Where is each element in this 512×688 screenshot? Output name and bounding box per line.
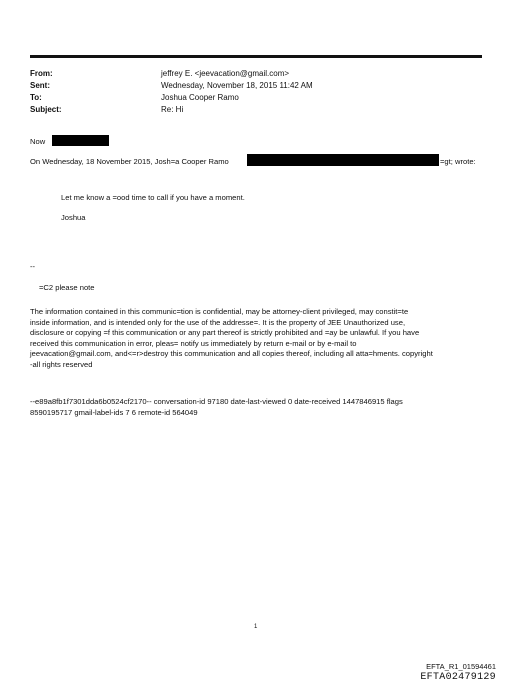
- disclaimer-line: received this communication in error, pleas= notify us immediately by return e-mail or by e-mail to: [30, 338, 357, 348]
- disclaimer-line: -all rights reserved: [30, 359, 93, 369]
- from-label: From:: [30, 69, 53, 78]
- on-wrote-prefix: On Wednesday, 18 November 2015, Josh=a Cooper Ramo: [30, 157, 229, 166]
- disclaimer-line: jeevacation@gmail.com, and<=r>destroy this communication and all copies thereof, including all atta=hments. copyright: [30, 349, 433, 358]
- to-label: To:: [30, 93, 42, 102]
- disclaimer-line: disclosure or copying =f this communication or any part thereof is strictly prohibited and =ay be unlawful. If you have: [30, 328, 420, 337]
- message-metadata: [30, 397, 482, 418]
- sent-value: Wednesday, November 18, 2015 11:42 AM: [161, 81, 313, 90]
- quoted-signature: Joshua: [61, 213, 86, 222]
- quoted-line: Let me know a =ood time to call if you have a moment.: [61, 193, 245, 202]
- redaction-block: [247, 154, 439, 166]
- metadata-line: 8590195717 gmail-label-ids 7 6 remote-id 564049: [30, 407, 198, 417]
- disclaimer-line: inside information, and is intended only for the use of the addresse=. It is the property of JEE Unauthorized use,: [30, 317, 406, 327]
- separator: --: [30, 262, 36, 271]
- bates-number-large: EFTA02479129: [420, 672, 496, 683]
- header-divider: [30, 55, 482, 58]
- please-note: =C2 please note: [39, 283, 95, 292]
- sent-label: Sent:: [30, 81, 50, 90]
- bates-number-small: EFTA_R1_01594461: [426, 662, 496, 671]
- metadata-line: --e89a8fb1f7301dda6b0524cf2170-- conversation-id 97180 date-last-viewed 0 date-received 1447846915 flags: [30, 397, 403, 406]
- disclaimer-line: The information contained in this communic=tion is confidential, may be attorney-client privileged, may constit=te: [30, 307, 409, 316]
- now-text: Now: [30, 137, 46, 146]
- disclaimer-paragraph: [30, 307, 482, 370]
- from-value: jeffrey E. <jeevacation@gmail.com>: [161, 69, 290, 78]
- subject-value: Re: Hi: [161, 105, 184, 114]
- subject-label: Subject:: [30, 105, 62, 114]
- redaction-block: [52, 135, 109, 146]
- on-wrote-suffix: =gt; wrote:: [440, 157, 476, 166]
- page-number: 1: [254, 624, 258, 630]
- to-value: Joshua Cooper Ramo: [161, 93, 239, 102]
